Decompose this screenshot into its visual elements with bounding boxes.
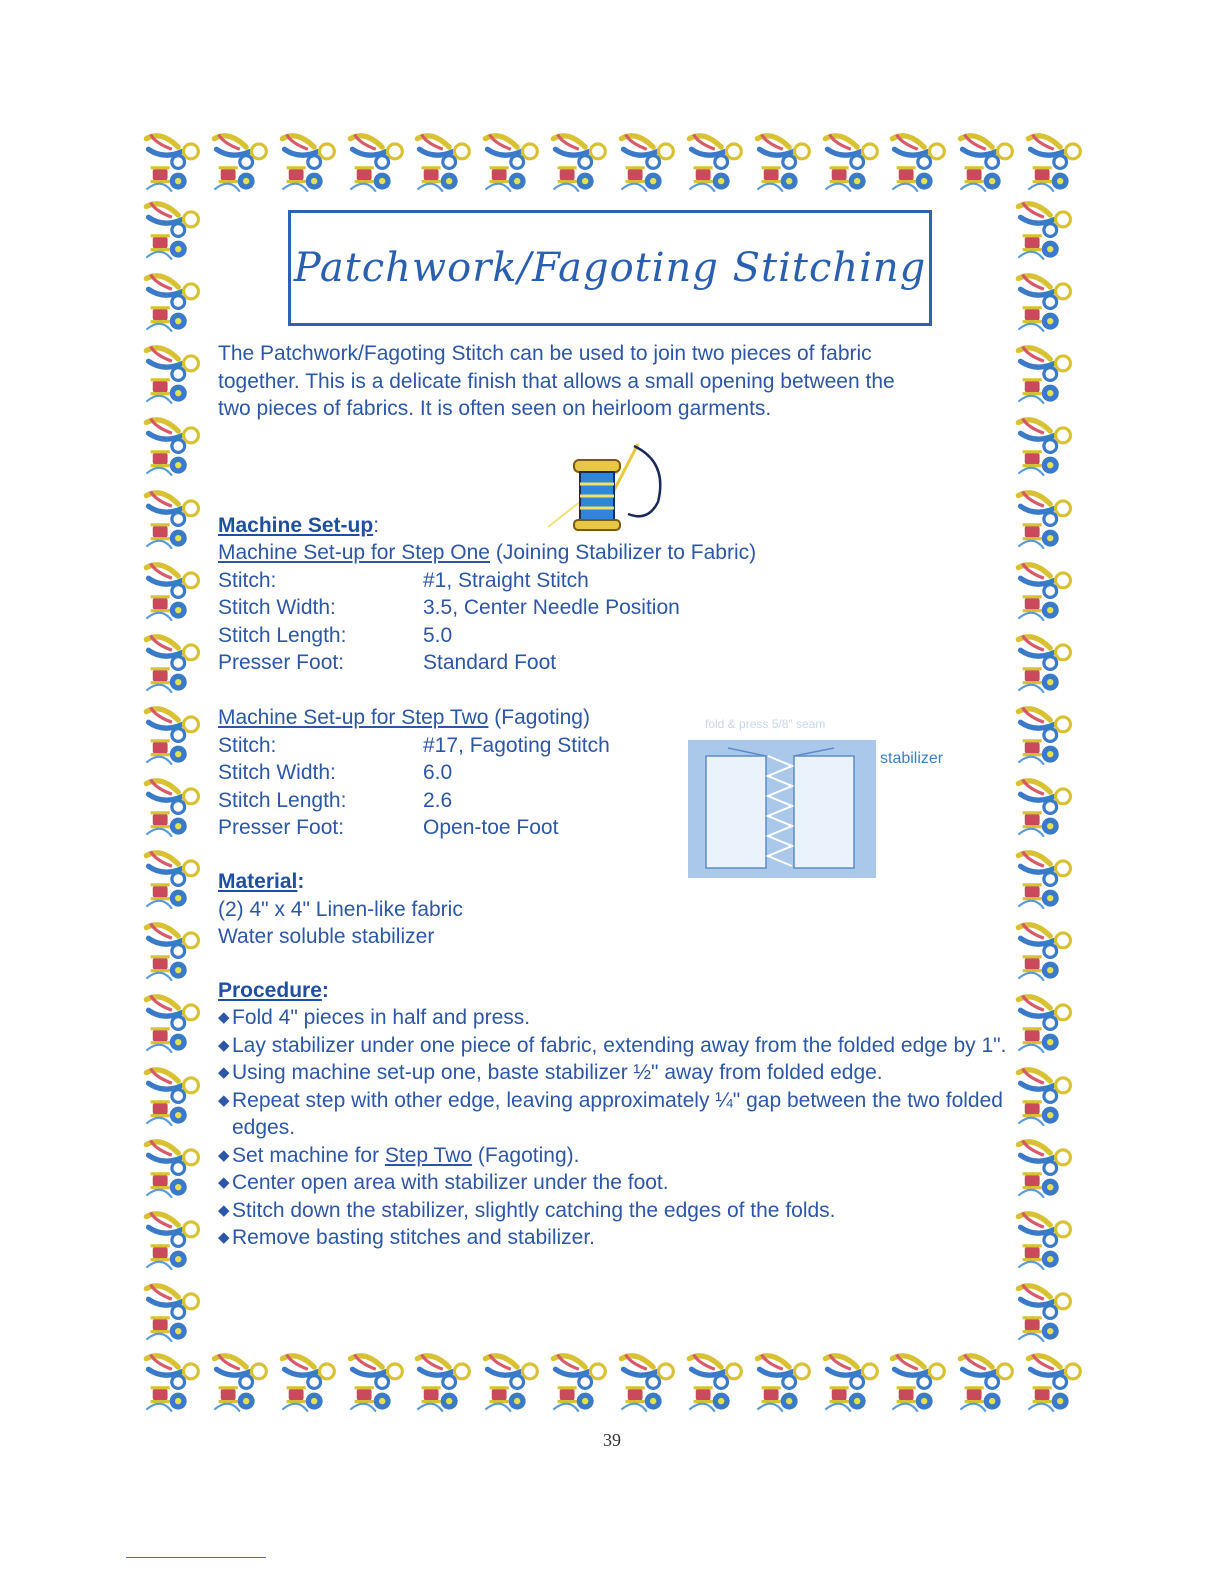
scissors-spool-icon xyxy=(1012,917,1080,985)
bullet-icon: ◆ xyxy=(218,1174,230,1191)
spec-key: Stitch Length: xyxy=(218,788,347,812)
bullet-icon: ◆ xyxy=(218,1229,230,1246)
spec-row xyxy=(218,814,610,842)
scissors-spool-icon xyxy=(683,128,751,196)
procedure-step xyxy=(218,1169,1008,1197)
bullet-icon: ◆ xyxy=(218,1064,230,1081)
step-two-reference: Step Two xyxy=(384,1143,473,1167)
fagoting-diagram xyxy=(688,740,876,878)
spec-value: 5.0 xyxy=(423,623,453,647)
spec-row xyxy=(218,567,756,595)
scissors-spool-icon xyxy=(140,917,208,985)
step-text: Set machine for xyxy=(232,1143,385,1167)
scissors-spool-icon xyxy=(140,196,208,264)
scissors-spool-icon xyxy=(547,128,615,196)
spec-key: Stitch Width: xyxy=(218,596,336,619)
step-two-note: (Fagoting) xyxy=(488,706,590,729)
step-one-note: (Joining Stabilizer to Fabric) xyxy=(490,541,757,564)
scissors-spool-icon xyxy=(140,1206,208,1274)
spec-key: Presser Foot: xyxy=(218,651,345,674)
procedure-step xyxy=(218,1142,1008,1170)
scissors-spool-icon xyxy=(140,1134,208,1202)
heading-colon: : xyxy=(297,870,305,893)
diagram-caption: fold & press 5/8" seam xyxy=(705,717,826,731)
scissors-spool-icon xyxy=(615,1348,683,1416)
scissors-spool-icon xyxy=(1012,989,1080,1057)
scissors-spool-icon xyxy=(140,701,208,769)
scissors-spool-icon xyxy=(547,1348,615,1416)
scissors-spool-icon xyxy=(140,128,208,196)
step-text: Stitch down the stabilizer, slightly catching the edges of the folds. xyxy=(232,1198,836,1222)
material-item: (2) 4" x 4" Linen-like fabric xyxy=(218,897,463,921)
scissors-spool-icon xyxy=(140,485,208,553)
scissors-spool-icon xyxy=(140,1062,208,1130)
spec-row xyxy=(218,649,756,677)
step-text: Lay stabilizer under one piece of fabric, extending away from the folded edge by 1". xyxy=(232,1033,1007,1057)
scissors-spool-icon xyxy=(140,340,208,408)
page-title: Patchwork/Fagoting Stitching xyxy=(293,245,927,291)
scissors-spool-icon xyxy=(344,128,412,196)
scissors-spool-icon xyxy=(751,1348,819,1416)
scissors-spool-icon xyxy=(1012,773,1080,841)
bullet-icon: ◆ xyxy=(218,1009,230,1026)
scissors-spool-icon xyxy=(140,557,208,625)
spec-row xyxy=(218,594,756,622)
material-heading: Material xyxy=(218,870,298,893)
scissors-spool-icon xyxy=(1012,629,1080,697)
scissors-spool-icon xyxy=(140,845,208,913)
border-bottom xyxy=(140,1348,1090,1420)
scissors-spool-icon xyxy=(479,1348,547,1416)
title-box xyxy=(288,210,932,326)
intro-line: two pieces of fabrics. It is often seen on heirloom garments. xyxy=(218,397,772,420)
scissors-spool-icon xyxy=(140,1278,208,1346)
scissors-spool-icon xyxy=(479,128,547,196)
step-text: (Fagoting). xyxy=(472,1143,580,1167)
procedure-heading-line xyxy=(218,977,329,1005)
border-top xyxy=(140,128,1090,200)
spec-value: 2.6 xyxy=(423,788,453,812)
material-block xyxy=(218,868,463,951)
spec-value: 6.0 xyxy=(423,761,453,784)
spec-value: Open-toe Foot xyxy=(423,816,559,839)
step-text: Using machine set-up one, baste stabilizer ½" away from folded edge. xyxy=(232,1061,883,1084)
procedure-step xyxy=(218,1004,1008,1032)
scissors-spool-icon xyxy=(276,128,344,196)
scissors-spool-icon xyxy=(276,1348,344,1416)
scissors-spool-icon xyxy=(1012,1134,1080,1202)
procedure-step xyxy=(218,1087,1008,1142)
border-right xyxy=(1012,196,1084,1346)
heading-colon: : xyxy=(321,979,329,1002)
step-text: Center open area with stabilizer under the foot. xyxy=(232,1171,669,1194)
scissors-spool-icon xyxy=(140,629,208,697)
procedure-step xyxy=(218,1197,1008,1225)
scissors-spool-icon xyxy=(344,1348,412,1416)
spec-value: #17, Fagoting Stitch xyxy=(423,733,610,757)
scissors-spool-icon xyxy=(954,128,1022,196)
intro-paragraph xyxy=(218,340,1008,423)
scissors-spool-icon xyxy=(208,1348,276,1416)
spec-value: Standard Foot xyxy=(423,651,557,674)
scissors-spool-icon xyxy=(411,128,479,196)
heading-colon: : xyxy=(373,514,380,537)
scissors-spool-icon xyxy=(1012,340,1080,408)
procedure-step xyxy=(218,1224,1008,1252)
page-number: 39 xyxy=(603,1430,621,1450)
intro-line: together. This is a delicate finish that allows a small opening between the xyxy=(218,369,895,393)
scissors-spool-icon xyxy=(683,1348,751,1416)
spec-key: Stitch: xyxy=(218,568,277,592)
scissors-spool-icon xyxy=(751,128,819,196)
procedure-list xyxy=(218,1004,1008,1252)
scissors-spool-icon xyxy=(1012,1278,1080,1346)
scissors-spool-icon xyxy=(1012,1062,1080,1130)
material-item: Water soluble stabilizer xyxy=(218,925,435,948)
scissors-spool-icon xyxy=(886,128,954,196)
procedure-heading: Procedure xyxy=(218,979,322,1002)
machine-setup-heading-line xyxy=(218,512,379,540)
scissors-spool-icon xyxy=(954,1348,1022,1416)
scissors-spool-icon xyxy=(140,412,208,480)
intro-line: The Patchwork/Fagoting Stitch can be used to join two pieces of fabric xyxy=(218,342,872,365)
scissors-spool-icon xyxy=(140,268,208,336)
footnote-rule xyxy=(126,1557,266,1558)
thread-spool-icon xyxy=(538,432,668,532)
scissors-spool-icon xyxy=(1012,845,1080,913)
border-left xyxy=(140,196,212,1346)
scissors-spool-icon xyxy=(208,128,276,196)
bullet-icon: ◆ xyxy=(218,1091,230,1109)
scissors-spool-icon xyxy=(140,989,208,1057)
step-two-label: Machine Set-up for Step Two xyxy=(218,706,489,729)
step-one-block xyxy=(218,539,756,677)
scissors-spool-icon xyxy=(1022,1348,1090,1416)
scissors-spool-icon xyxy=(1022,128,1090,196)
scissors-spool-icon xyxy=(1012,485,1080,553)
step-one-label: Machine Set-up for Step One xyxy=(218,541,490,564)
scissors-spool-icon xyxy=(886,1348,954,1416)
procedure-step xyxy=(218,1032,1008,1060)
bullet-icon: ◆ xyxy=(218,1146,230,1164)
scissors-spool-icon xyxy=(819,128,887,196)
step-text: Fold 4" pieces in half and press. xyxy=(232,1006,531,1029)
spec-row xyxy=(218,622,756,650)
spec-row xyxy=(218,759,610,787)
scissors-spool-icon xyxy=(1012,557,1080,625)
scissors-spool-icon xyxy=(1012,701,1080,769)
spec-row xyxy=(218,732,610,760)
scissors-spool-icon xyxy=(1012,268,1080,336)
bullet-icon: ◆ xyxy=(218,1201,230,1219)
procedure-step xyxy=(218,1059,1008,1087)
scissors-spool-icon xyxy=(1012,1206,1080,1274)
scissors-spool-icon xyxy=(1012,412,1080,480)
scissors-spool-icon xyxy=(615,128,683,196)
spec-key: Stitch Length: xyxy=(218,623,347,647)
step-text: Remove basting stitches and stabilizer. xyxy=(232,1226,596,1249)
spec-key: Stitch: xyxy=(218,733,277,757)
stabilizer-label: stabilizer xyxy=(880,750,944,767)
scissors-spool-icon xyxy=(140,773,208,841)
scissors-spool-icon xyxy=(819,1348,887,1416)
spec-value: #1, Straight Stitch xyxy=(423,568,589,592)
spec-key: Presser Foot: xyxy=(218,816,345,839)
spec-row xyxy=(218,787,610,815)
step-text: Repeat step with other edge, leaving approximately ¼" gap between the two folded edges. xyxy=(232,1088,1003,1139)
machine-setup-heading: Machine Set-up xyxy=(218,514,374,537)
step-two-block xyxy=(218,704,610,842)
bullet-icon: ◆ xyxy=(218,1036,230,1054)
scissors-spool-icon xyxy=(140,1348,208,1416)
scissors-spool-icon xyxy=(1012,196,1080,264)
spec-key: Stitch Width: xyxy=(218,761,336,784)
spec-value: 3.5, Center Needle Position xyxy=(423,596,680,619)
scissors-spool-icon xyxy=(411,1348,479,1416)
